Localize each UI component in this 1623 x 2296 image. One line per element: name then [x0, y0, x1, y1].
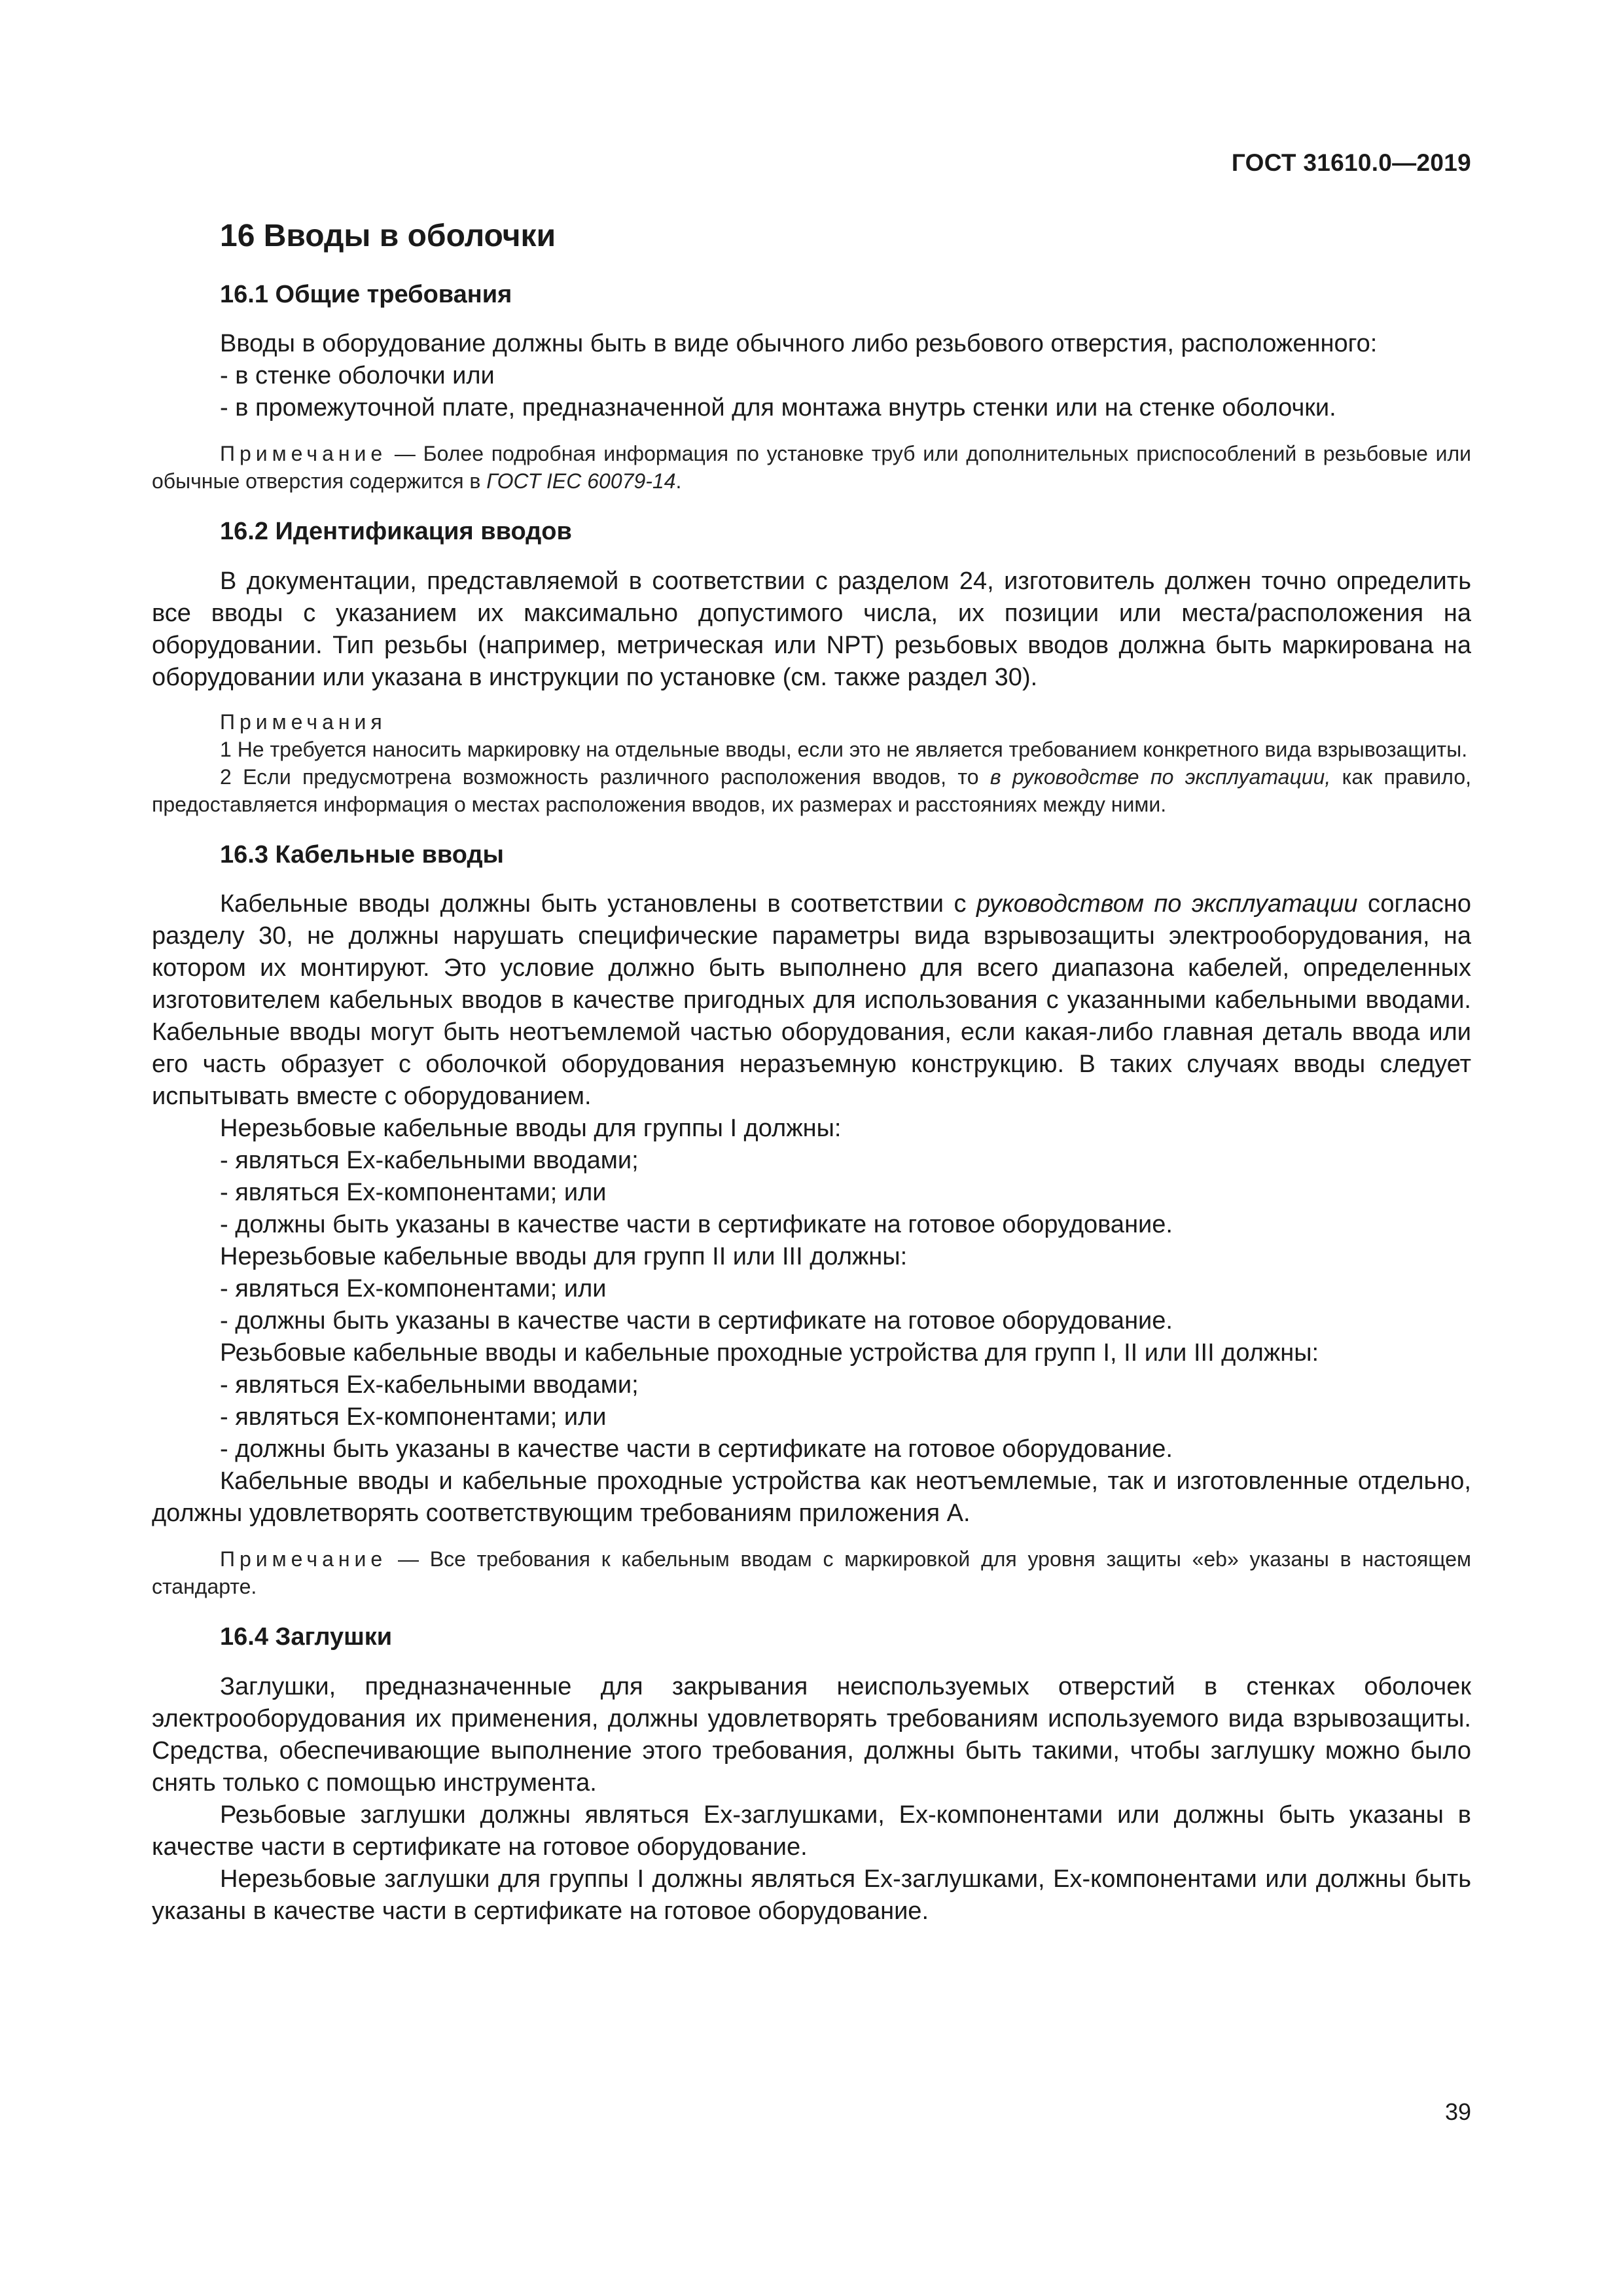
- page-content: [152, 217, 1471, 1928]
- list-item-16-3-2-1: - являться Ex-компонентами; или: [220, 1275, 607, 1303]
- list-item-16-3-1-2: - являться Ex-компонентами; или: [220, 1179, 607, 1207]
- list-item-16-3-3-1: - являться Ex-кабельными вводами;: [220, 1371, 639, 1399]
- list-item-16-3-3-3: - должны быть указаны в качестве части в сертификате на готовое оборудование.: [220, 1435, 1173, 1463]
- list-lead-16-3-1: Нерезьбовые кабельные вводы для группы I должны:: [220, 1115, 842, 1143]
- note-text: как правило, предоставляется информация о местах расположения вводов, их размерах и расстояниях между ними.: [152, 764, 1472, 816]
- note-16-3: [152, 1545, 1471, 1600]
- paragraph-16-4-1: Заглушки, предназначенные для закрывания неиспользуемых отверстий в стенках оболочек электрооборудования их применения, должны удовлетворять требованиям используемого вида взрывозащиты. Средства, обеспечивающие выполнение этого требования, должны быть такими, чтобы заглушку можно было снять только с помощью инструмента.: [152, 1672, 1471, 1797]
- paragraph-text: согласно разделу 30, не должны нарушать специфические параметры вида взрывозащиты электрооборудования, на котором их монтируют. Это условие должно быть выполнено для всего диапазона кабелей, определенных изготовителем кабельных вводов в качестве пригодных для использования с указанными кабельными вводами. Кабельные вводы могут быть неотъемлемой частью оборудования, если какая-либо главная деталь ввода или его часть образует с оболочкой оборудования неразъемную конструкцию. В таких случаях вводы следует испытывать вместе с оборудованием.: [152, 890, 1471, 1111]
- list-item-16-1-2: - в промежуточной плате, предназначенной для монтажа внутрь стенки или на стенке оболочки.: [220, 394, 1336, 422]
- subsection-title-16-1: 16.1 Общие требования: [220, 280, 512, 308]
- note-text: 2 Если предусмотрена возможность различного расположения вводов, то: [220, 764, 990, 789]
- list-item-16-3-2-2: - должны быть указаны в качестве части в сертификате на готовое оборудование.: [220, 1307, 1173, 1335]
- list-item-16-1-1: - в стенке оболочки или: [220, 362, 495, 390]
- paragraph-16-3-end: Кабельные вводы и кабельные проходные устройства как неотъемлемые, так и изготовленные отдельно, должны удовлетворять соответствующим требованиям приложения А.: [152, 1467, 1471, 1528]
- list-item-16-3-1-1: - являться Ex-кабельными вводами;: [220, 1147, 639, 1175]
- note-end: .: [675, 469, 682, 493]
- paragraph-16-4-2: Резьбовые заглушки должны являться Ex-заглушками, Ex-компонентами или должны быть указаны в качестве части в сертификате на готовое оборудование.: [152, 1801, 1471, 1861]
- list-lead-16-3-3: Резьбовые кабельные вводы и кабельные проходные устройства для групп I, II или III должны:: [220, 1339, 1319, 1367]
- list-item-16-3-1-3: - должны быть указаны в качестве части в сертификате на готовое оборудование.: [220, 1211, 1173, 1239]
- subsection-title-16-3: 16.3 Кабельные вводы: [220, 840, 505, 869]
- note-reference: ГОСТ IEC 60079-14: [486, 469, 676, 493]
- note-text: — Все требования к кабельным вводам с маркировкой для уровня защиты «eb» указаны в настоящем стандарте.: [152, 1547, 1471, 1599]
- subsection-title-16-4: 16.4 Заглушки: [220, 1623, 393, 1651]
- note-italic: в руководстве по эксплуатации,: [990, 764, 1331, 789]
- paragraph-text: Кабельные вводы должны быть установлены в соответствии с: [220, 890, 976, 918]
- section-title: 16 Вводы в оболочки: [220, 219, 556, 253]
- list-item-16-3-3-2: - являться Ex-компонентами; или: [220, 1403, 607, 1431]
- paragraph-16-1: Вводы в оборудование должны быть в виде обычного либо резьбового отверстия, расположенного:: [220, 330, 1378, 358]
- note-16-1: [152, 440, 1471, 495]
- note-16-2-1: 1 Не требуется наносить маркировку на отдельные вводы, если это не является требованием конкретного вида взрывозащиты.: [220, 737, 1468, 761]
- note-text: — Более подробная информация по установке труб или дополнительных приспособлений в резьбовые или обычные отверстия содержится в: [152, 442, 1471, 493]
- note-label: Примечание: [220, 442, 387, 466]
- page-number: 39: [1444, 2098, 1471, 2125]
- note-label: Примечание: [220, 1547, 387, 1571]
- paragraph-italic: руководством по эксплуатации: [976, 890, 1358, 918]
- paragraph-16-2: В документации, представляемой в соответствии с разделом 24, изготовитель должен точно определить все вводы с указанием их максимально допустимого числа, их позиции или места/расположения на оборудовании. Тип резьбы (например, метрическая или NPT) резьбовых вводов должна быть маркирована на оборудовании или указана в инструкции по установке (см. также раздел 30).: [152, 567, 1471, 691]
- note-16-2-2: [152, 763, 1471, 818]
- paragraph-16-4-3: Нерезьбовые заглушки для группы I должны являться Ex-заглушками, Ex-компонентами или должны быть указаны в качестве части в сертификате на готовое оборудование.: [152, 1865, 1471, 1925]
- subsection-title-16-2: 16.2 Идентификация вводов: [220, 518, 572, 546]
- document-code: ГОСТ 31610.0—2019: [1231, 149, 1471, 176]
- paragraph-16-3-1: [152, 888, 1471, 1113]
- list-lead-16-3-2: Нерезьбовые кабельные вводы для групп II или III должны:: [220, 1243, 908, 1271]
- notes-label-16-2: Примечания: [220, 709, 387, 734]
